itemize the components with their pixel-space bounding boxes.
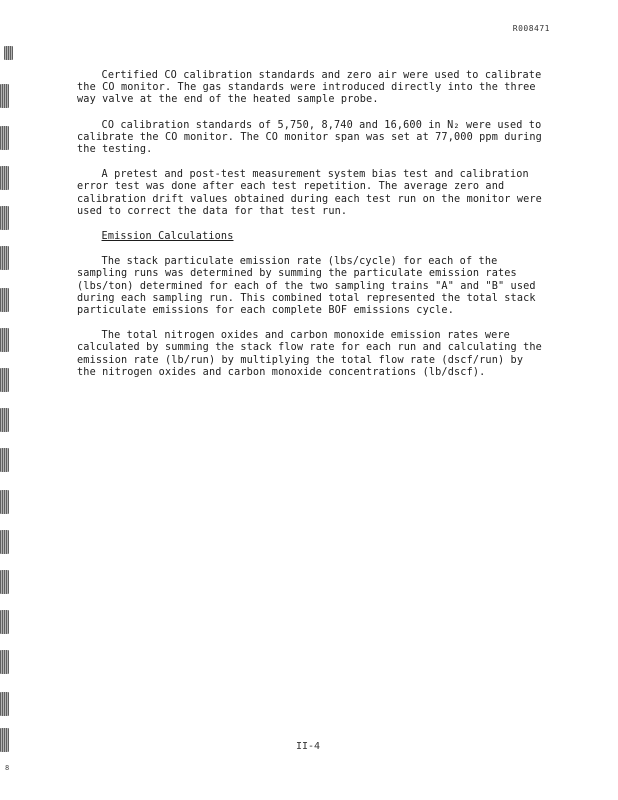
paragraph-calibration-values: CO calibration standards of 5,750, 8,740 and 16,600 in N₂ were used to calibrate the CO monitor. The CO monitor span was set at 77,000 ppm during the testing.	[77, 119, 542, 156]
section-heading	[77, 231, 547, 243]
binder-hole-mark	[0, 368, 9, 392]
binder-hole-mark	[0, 530, 9, 554]
binder-hole-mark	[0, 328, 9, 352]
body-text	[77, 70, 547, 392]
binder-hole-mark	[0, 84, 9, 108]
paragraph-particulate-emission: The stack particulate emission rate (lbs/cycle) for each of the sampling runs was determined by summing the particulate emission rates (lbs/ton) determined for each of the two sampling trains "A" and "B" used during each sampling run. This combined total represented the total stack particulate emissions for each complete BOF emissions cycle.	[77, 256, 536, 317]
document-id: R008471	[512, 24, 550, 33]
binder-hole-mark	[0, 728, 9, 752]
scan-edge-artifacts	[0, 0, 20, 800]
binder-hole-mark	[0, 650, 9, 674]
binder-hole-mark	[0, 288, 9, 312]
binder-hole-mark	[0, 692, 9, 716]
binder-hole-mark	[0, 166, 9, 190]
binder-hole-mark	[0, 448, 9, 472]
binder-hole-mark	[0, 206, 9, 230]
page-number: II-4	[296, 741, 321, 752]
binder-hole-mark	[0, 408, 9, 432]
binder-hole-mark	[0, 490, 9, 514]
corner-mark: 8	[5, 764, 10, 772]
binder-hole-mark	[0, 246, 9, 270]
paragraph-nox-co-emission: The total nitrogen oxides and carbon monoxide emission rates were calculated by summing the stack flow rate for each run and calculating the emission rate (lb/run) by multiplying the total flow rate (dscf/run) by the nitrogen oxides and carbon monoxide concentrations (lb/dscf).	[77, 330, 542, 378]
section-heading-text: Emission Calculations	[101, 231, 234, 243]
binder-hole-mark	[0, 126, 9, 150]
binder-hole-mark	[0, 570, 9, 594]
paragraph-bias-test: A pretest and post-test measurement system bias test and calibration error test was done after each test repetition. The average zero and calibration drift values obtained during each test run on the monitor were used to correct the data for that test run.	[77, 169, 542, 217]
paragraph-calibration-standards: Certified CO calibration standards and zero air were used to calibrate the CO monitor. The gas standards were introduced directly into the three way valve at the end of the heated sample probe.	[77, 70, 542, 106]
binder-hole-mark	[0, 610, 9, 634]
binder-hole-mark	[4, 46, 13, 60]
